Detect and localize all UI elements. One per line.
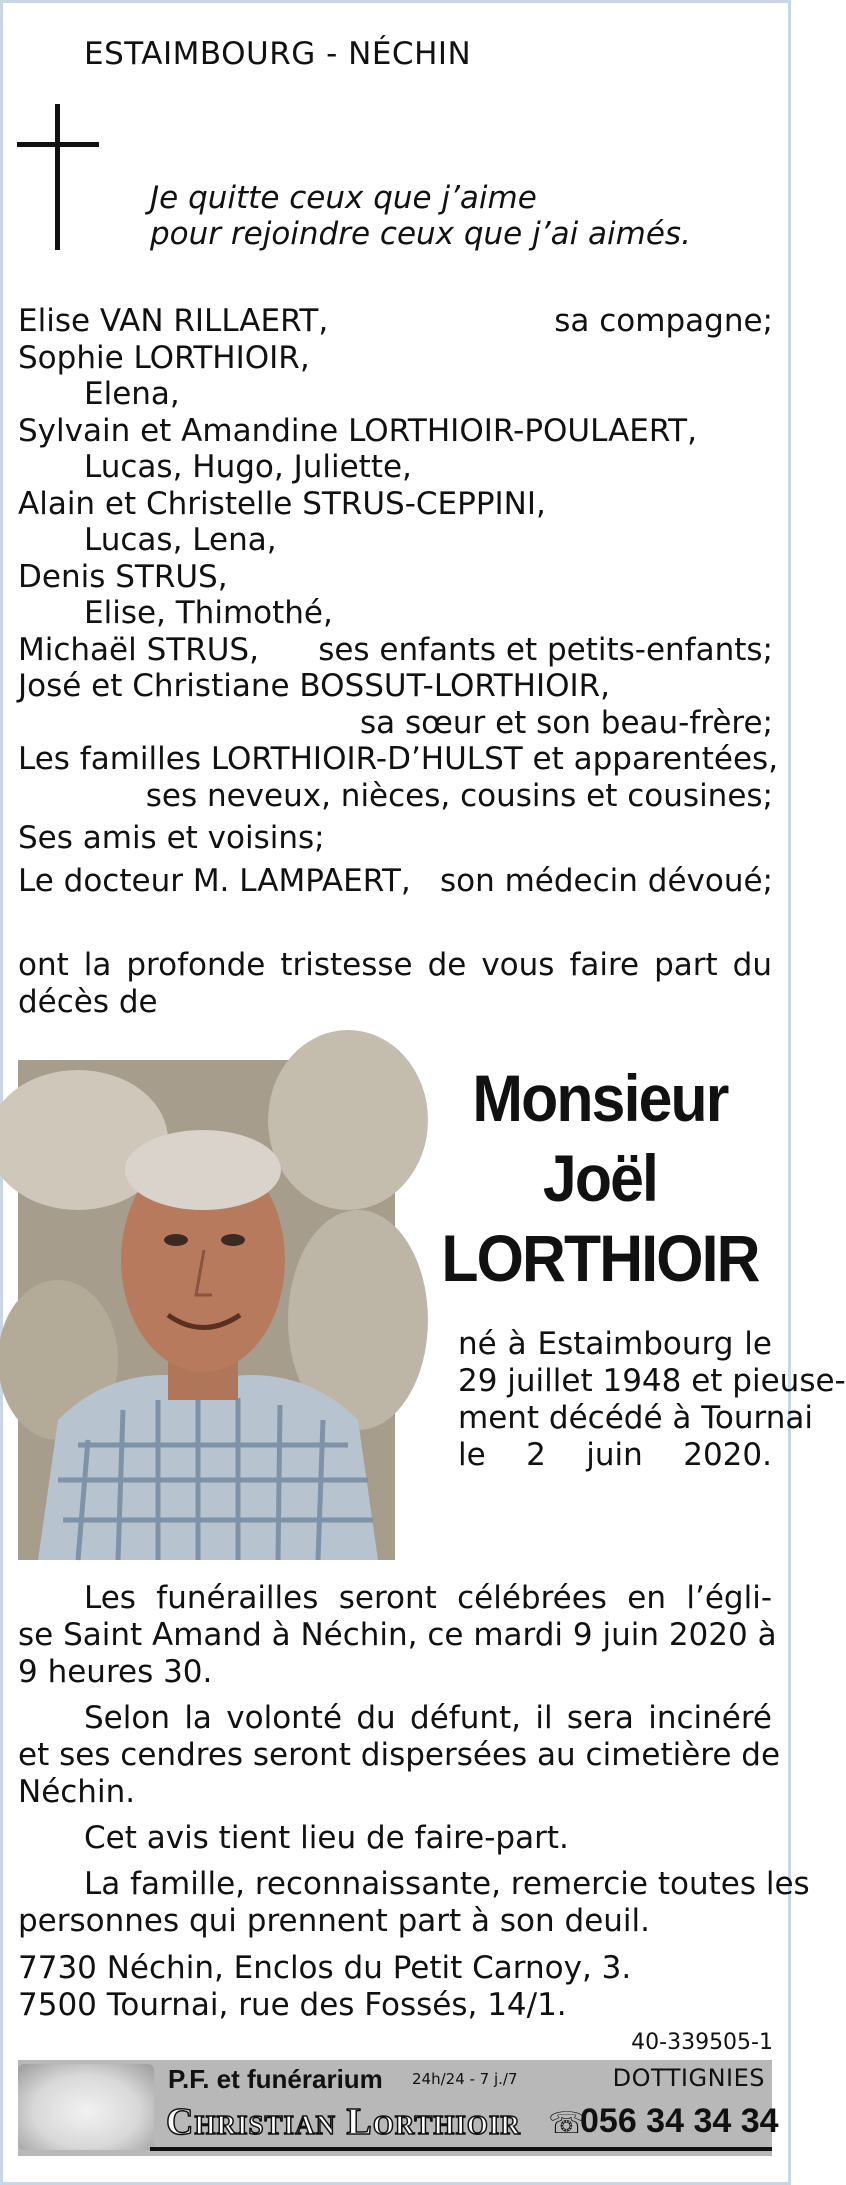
funeral-p1-line-1: Les funérailles seront célébrées en l’égli- [84,1580,772,1616]
portrait-photo [18,1060,395,1560]
towns-heading: ESTAIMBOURG - NÉCHIN [84,36,472,72]
funeral-p2-line-3: Néchin. [18,1774,136,1810]
family-relation: son médecin dévoué; [439,862,773,899]
family-member-name: Denis STRUS, [18,558,228,595]
family-member-name: Elena, [84,376,180,412]
family-member-name: Les familles LORTHIOIR-D’HULST et apparentées, [18,741,779,777]
family-member-name: Sophie LORTHIOIR, [18,339,310,376]
family-relation: ses enfants et petits-enfants; [318,631,773,668]
born-line-3: ment décédé à Tournai [458,1400,813,1436]
family-member-name: Ses amis et voisins; [18,820,325,856]
deceased-last-name: LORTHIOIR [441,1221,759,1295]
family-member-name: Michaël STRUS, [18,631,259,668]
quote-line-2: pour rejoindre ceux que j’ai aimés. [150,216,691,252]
family-member-name: Alain et Christelle STRUS-CEPPINI, [18,485,546,522]
funeral-p4-line-2: personnes qui prennent part à son deuil. [18,1903,650,1939]
banner-hours: 24h/24 - 7 j./7 [412,2070,518,2088]
deceased-first-name: Joël [542,1141,658,1215]
family-member-name: Lucas, Lena, [84,522,277,558]
funeral-p1-line-3: 9 heures 30. [18,1654,213,1690]
family-member-name: José et Christiane BOSSUT-LORTHIOIR, [18,668,611,704]
funeral-home-logo [18,2064,154,2150]
funeral-p2-line-2: et ses cendres seront dispersées au cimetière de [18,1737,781,1773]
born-line-4: le 2 juin 2020. [458,1437,772,1473]
banner-phone: 056 34 34 34 [580,2102,779,2140]
phone-icon: ☏ [548,2106,586,2141]
deceased-title: Monsieur [472,1061,728,1135]
banner-pf-label: P.F. et funérarium [168,2064,383,2094]
announce-line-2: décès de [18,984,158,1020]
quote-line-1: Je quitte ceux que j’aime [150,180,537,216]
family-member-name: Sylvain et Amandine LORTHIOIR-POULAERT, [18,412,697,449]
family-member-name: Elise, Thimothé, [84,595,333,631]
funeral-p1-line-2: se Saint Amand à Néchin, ce mardi 9 juin 2020 à [18,1617,777,1653]
funeral-p2-line-1: Selon la volonté du défunt, il sera incinéré [84,1700,772,1736]
family-relation: ses neveux, nièces, cousins et cousines; [145,777,773,814]
banner-company-name: Christian Lorthioir [166,2101,521,2143]
family-member-name: Lucas, Hugo, Juliette, [84,449,412,485]
banner-underline [150,2147,772,2151]
family-member-name: Elise VAN RILLAERT, [18,303,329,339]
family-relation: sa compagne; [554,303,773,339]
born-line-2: 29 juillet 1948 et pieuse- [458,1363,846,1399]
address-line-2: 7500 Tournai, rue des Fossés, 14/1. [18,1987,567,2023]
funeral-p3: Cet avis tient lieu de faire-part. [84,1820,569,1856]
banner-city: DOTTIGNIES [612,2064,765,2092]
funeral-p4-line-1: La famille, reconnaissante, remercie toutes les [84,1866,810,1902]
born-line-1: né à Estaimbourg le [458,1326,772,1362]
announce-line-1: ont la profonde tristesse de vous faire part du [18,947,772,983]
reference-number: 40-339505-1 [631,2030,773,2055]
family-member-name: Le docteur M. LAMPAERT, [18,862,411,899]
address-line-1: 7730 Néchin, Enclos du Petit Carnoy, 3. [18,1950,632,1986]
family-relation: sa sœur et son beau-frère; [359,704,773,741]
